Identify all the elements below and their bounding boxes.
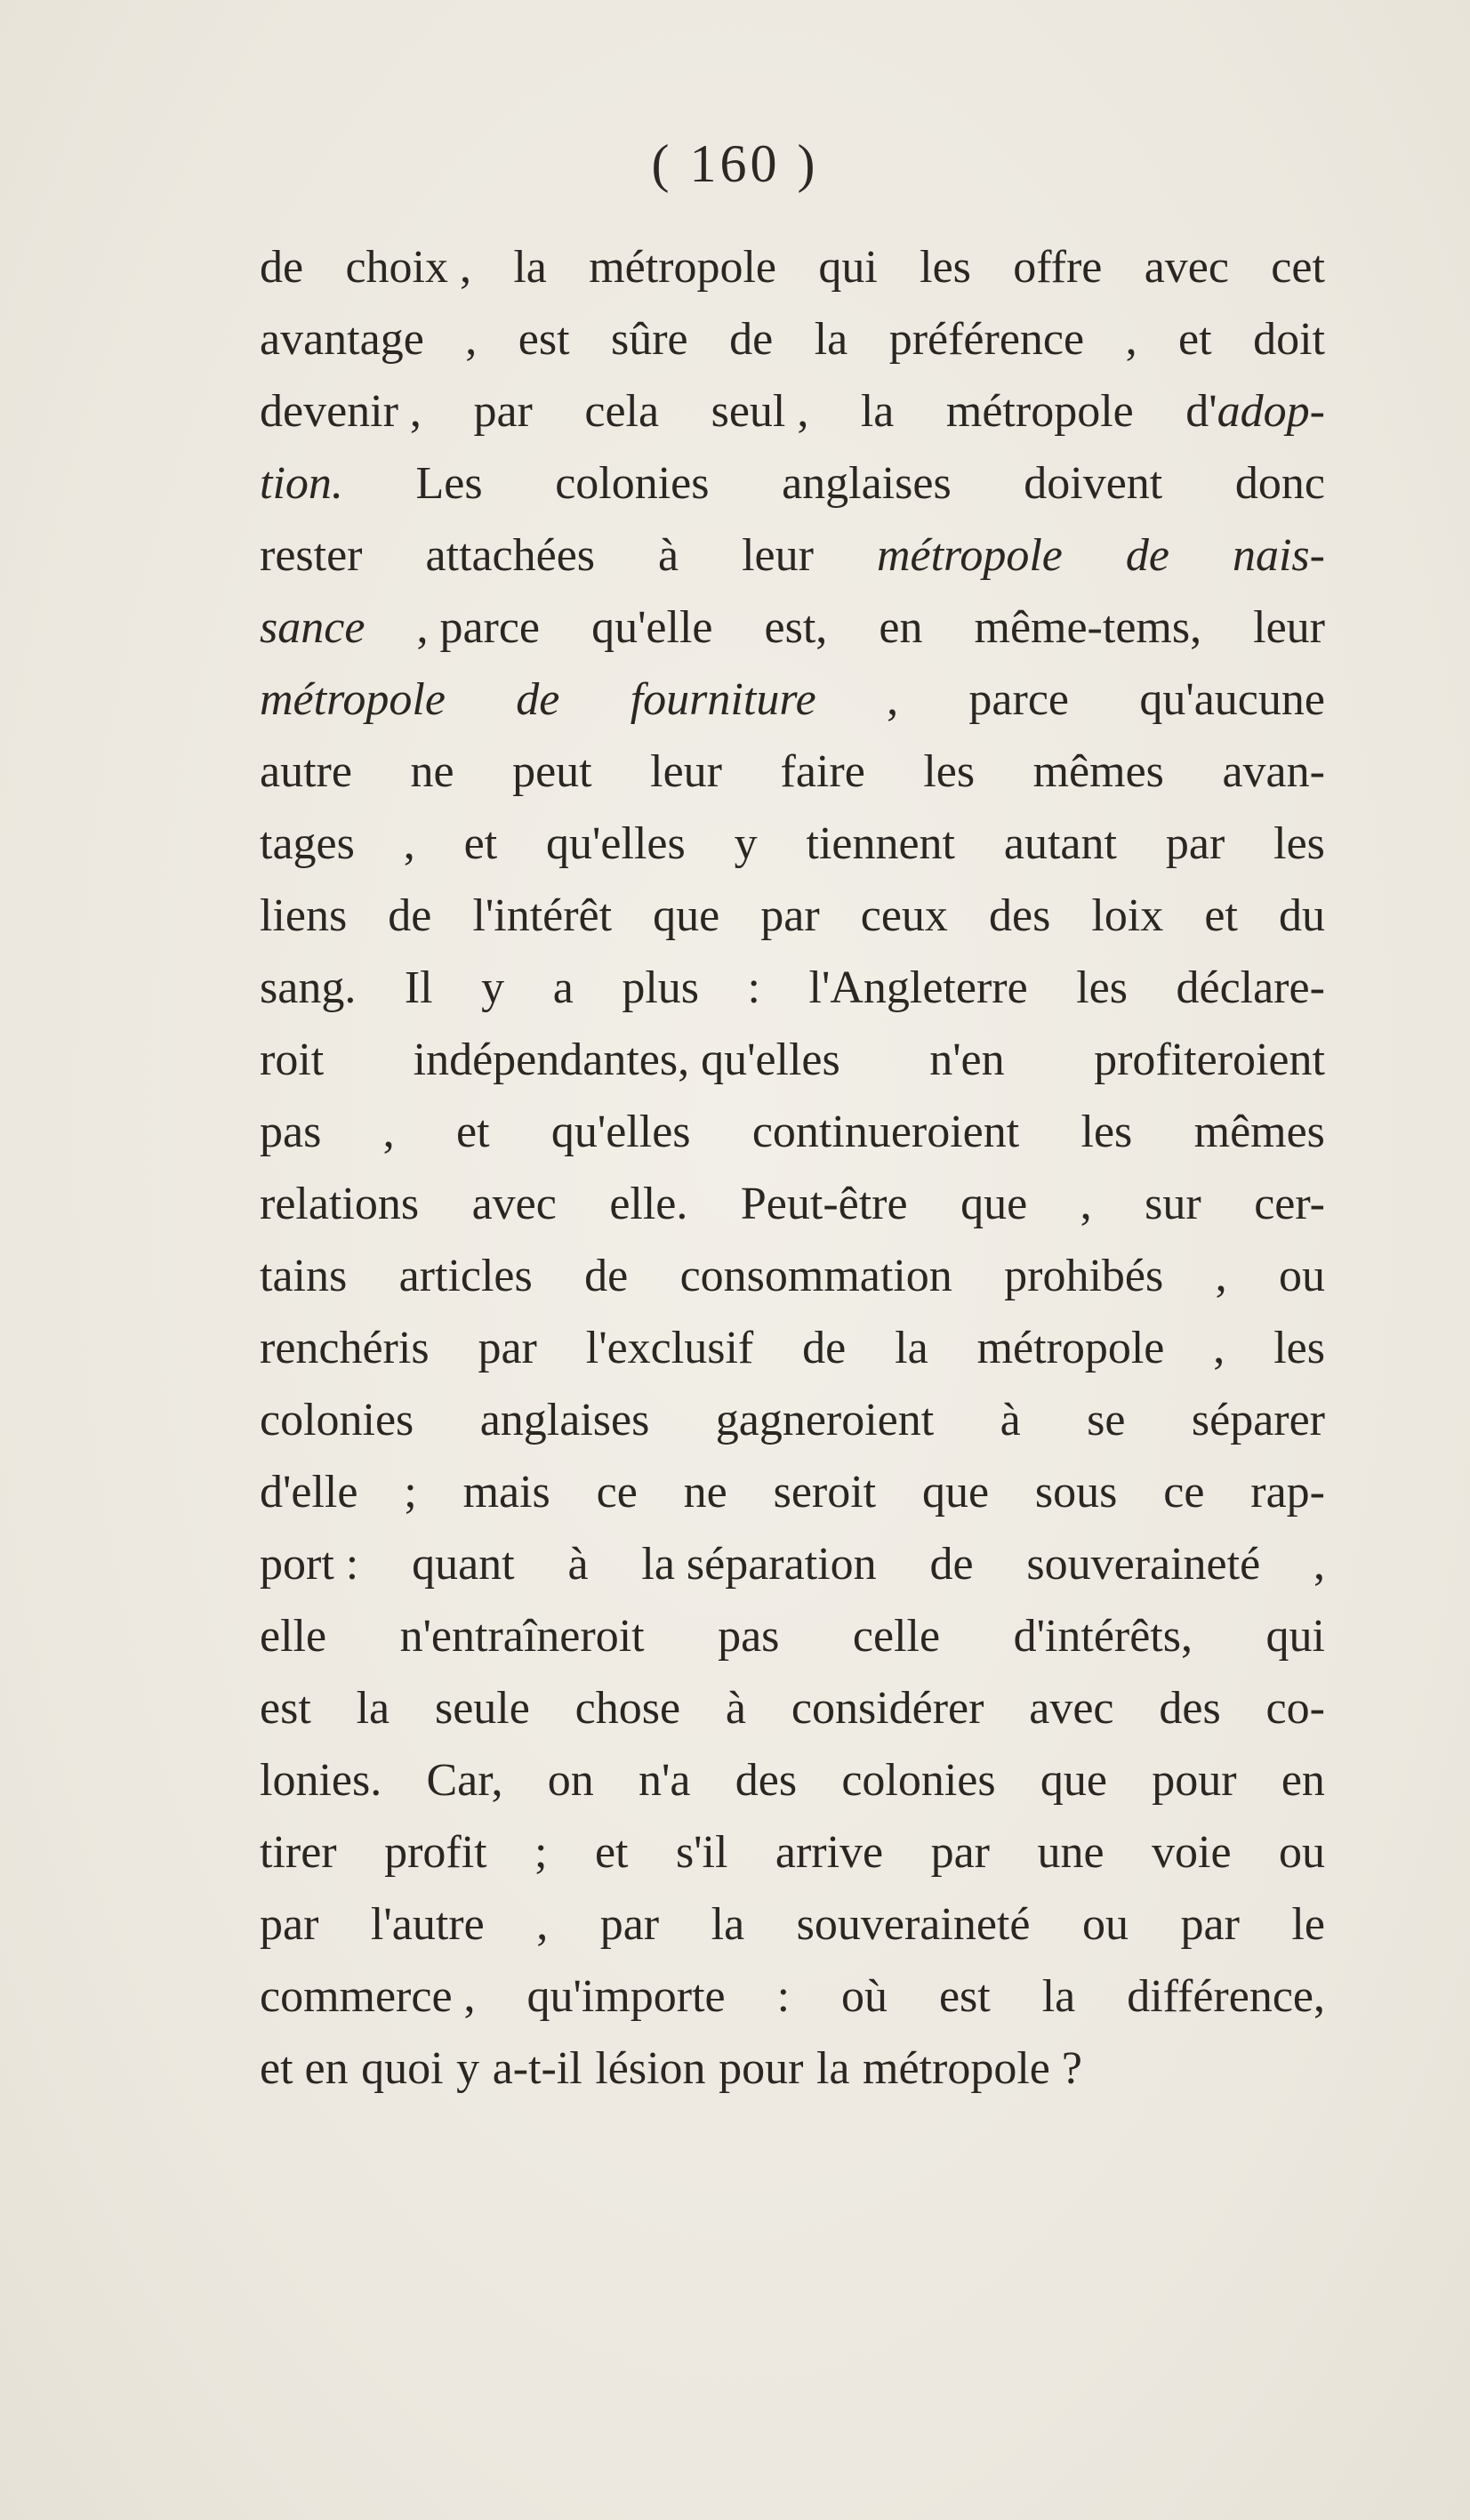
word: anglaises: [479, 1395, 650, 1445]
word: choix ,: [345, 242, 471, 293]
word: des: [735, 1755, 798, 1806]
word: sous: [1034, 1467, 1118, 1518]
word: nais-: [1232, 530, 1325, 581]
word: renchéris: [260, 1323, 430, 1373]
word: y: [456, 2043, 480, 2094]
word: pour: [1152, 1755, 1237, 1806]
word: ;: [404, 1467, 417, 1518]
word: ou: [1278, 1827, 1325, 1878]
word: à: [1000, 1395, 1021, 1445]
word: la: [860, 386, 895, 437]
word: mêmes: [1193, 1107, 1325, 1157]
word: autre: [260, 746, 352, 797]
word: par: [760, 890, 820, 941]
word: l'exclusif: [585, 1323, 754, 1373]
word: offre: [1013, 242, 1103, 293]
word: plus: [622, 962, 699, 1013]
word: gagneroient: [715, 1395, 935, 1445]
text-line: [260, 1888, 1325, 1960]
word: les: [923, 746, 976, 797]
word: mêmes: [1032, 746, 1164, 797]
word: Peut-être: [740, 1179, 908, 1229]
word: à: [567, 1539, 589, 1590]
text-line: [260, 1024, 1325, 1096]
word: et: [1204, 890, 1238, 941]
word: cer-: [1254, 1179, 1325, 1229]
word: quant: [412, 1539, 515, 1590]
word: du: [1278, 890, 1325, 941]
word: seule: [434, 1683, 530, 1734]
text-line: [260, 2033, 1325, 2105]
word: que: [960, 1179, 1028, 1229]
word: ;: [534, 1827, 548, 1878]
word: par: [1180, 1899, 1240, 1950]
text-line: [260, 880, 1325, 952]
word: métropole: [945, 386, 1134, 437]
word: y: [734, 818, 758, 869]
word: et: [594, 1827, 629, 1878]
word: de: [584, 1251, 629, 1301]
word: avec: [471, 1179, 557, 1229]
word: sang.: [260, 962, 357, 1013]
word: cet: [1271, 242, 1325, 293]
word: ,: [465, 314, 478, 365]
word: que: [921, 1467, 990, 1518]
word: y: [481, 962, 505, 1013]
word: qu'elles: [550, 1107, 691, 1157]
word: est: [938, 1971, 991, 2022]
text-line: [260, 1960, 1325, 2033]
word: les: [920, 242, 971, 293]
word: déclare-: [1176, 962, 1325, 1013]
word: voie: [1152, 1827, 1232, 1878]
word: ne: [683, 1467, 727, 1518]
word: sûre: [611, 314, 688, 365]
word: lésion: [595, 2043, 706, 2094]
word-part: adop-: [1217, 386, 1325, 437]
text-line: [260, 808, 1325, 880]
word: métropole: [976, 1323, 1165, 1373]
word: est,: [764, 602, 828, 653]
word: colonies: [841, 1755, 996, 1806]
word: pour: [719, 2043, 804, 2094]
word: :: [747, 962, 760, 1013]
word: ,: [403, 818, 415, 869]
word: Les: [415, 458, 483, 509]
word: l'Angleterre: [808, 962, 1028, 1013]
word: devenir ,: [260, 386, 422, 437]
word: des: [1159, 1683, 1221, 1734]
word: profit: [384, 1827, 487, 1878]
text-line: [260, 1816, 1325, 1888]
word: qu'elles: [546, 818, 686, 869]
word: rap-: [1250, 1467, 1325, 1518]
word: préférence: [888, 314, 1085, 365]
word: profiteroient: [1094, 1035, 1325, 1085]
word: la: [895, 1323, 928, 1373]
word: la: [513, 242, 547, 293]
word: seul ,: [711, 386, 809, 437]
text-line: [260, 519, 1325, 592]
word: les: [1273, 1323, 1325, 1373]
word: avantage: [260, 314, 424, 365]
word: métropole: [260, 674, 446, 725]
word: qu'aucune: [1139, 674, 1325, 725]
text-line: [260, 303, 1325, 375]
word: par: [930, 1827, 990, 1878]
text-line: [260, 1384, 1325, 1456]
word: Car,: [426, 1755, 503, 1806]
word: la: [1041, 1971, 1076, 2022]
word: de: [260, 242, 304, 293]
word: ,: [1125, 314, 1137, 365]
word: elle.: [609, 1179, 688, 1229]
text-line: [260, 952, 1325, 1024]
word: se: [1087, 1395, 1126, 1445]
word: par: [478, 1323, 537, 1373]
word: en: [879, 602, 923, 653]
word: chose: [574, 1683, 681, 1734]
word: tirer: [260, 1827, 337, 1878]
word: tion.: [260, 458, 343, 509]
word: articles: [398, 1251, 533, 1301]
body-text: [260, 231, 1325, 2105]
word: tages: [260, 818, 355, 869]
word: mais: [462, 1467, 550, 1518]
word: de: [802, 1323, 847, 1373]
word: ceux: [860, 890, 948, 941]
word: qui: [1265, 1611, 1325, 1662]
word: continueroient: [751, 1107, 1020, 1157]
word: ,: [536, 1899, 549, 1950]
word: le: [1291, 1899, 1325, 1950]
word: , parce: [416, 602, 541, 653]
word: [1185, 375, 1325, 447]
word: ,: [887, 674, 899, 725]
word: avec: [1144, 242, 1229, 293]
word: métropole: [589, 242, 777, 293]
word: où: [841, 1971, 888, 2022]
word: de: [388, 890, 432, 941]
word: celle: [852, 1611, 941, 1662]
word: qui: [818, 242, 878, 293]
word: l'intérêt: [472, 890, 613, 941]
text-line: [260, 1096, 1325, 1168]
word: ou: [1278, 1251, 1325, 1301]
word: les: [1076, 962, 1128, 1013]
word: les: [1273, 818, 1325, 869]
word: est: [260, 1683, 311, 1734]
word: qu'elle: [591, 602, 713, 653]
word: n'entraîneroit: [399, 1611, 645, 1662]
word: tains: [260, 1251, 348, 1301]
word: a-t-il: [492, 2043, 582, 2094]
text-line: [260, 231, 1325, 303]
word: donc: [1234, 458, 1325, 509]
word: pas: [718, 1611, 780, 1662]
word: commerce ,: [260, 1971, 476, 2022]
word: métropole ?: [863, 2043, 1082, 2094]
word: considérer: [791, 1683, 984, 1734]
word: qu'importe: [526, 1971, 726, 2022]
word: souveraineté: [1026, 1539, 1261, 1590]
word: que: [653, 890, 720, 941]
text-line: [260, 1168, 1325, 1240]
word: en: [1281, 1755, 1325, 1806]
word: d'elle: [260, 1467, 358, 1518]
text-line: [260, 736, 1325, 808]
word: ,: [1313, 1539, 1325, 1590]
word: la: [815, 2043, 850, 2094]
word: séparer: [1191, 1395, 1325, 1445]
word: port :: [260, 1539, 359, 1590]
word: leur: [742, 530, 814, 581]
word: métropole: [876, 530, 1063, 581]
word: consommation: [679, 1251, 952, 1301]
word: faire: [780, 746, 865, 797]
word: colonies: [260, 1395, 414, 1445]
word: la: [711, 1899, 745, 1950]
word: ,: [1215, 1251, 1227, 1301]
word: par: [260, 1899, 319, 1950]
word: leur: [1253, 602, 1325, 653]
text-line: [260, 1600, 1325, 1672]
word: la séparation: [641, 1539, 877, 1590]
word: a: [552, 962, 574, 1013]
word: avec: [1029, 1683, 1114, 1734]
word: leur: [650, 746, 722, 797]
word: s'il: [675, 1827, 728, 1878]
word: pas: [260, 1107, 322, 1157]
text-line: [260, 592, 1325, 664]
word: indépendantes, qu'elles: [413, 1035, 840, 1085]
word: avan-: [1222, 746, 1325, 797]
word: la: [356, 1683, 390, 1734]
text-line: [260, 1312, 1325, 1384]
word: les: [1080, 1107, 1133, 1157]
word: de: [929, 1539, 974, 1590]
word: et en: [260, 2043, 349, 2094]
word: par: [473, 386, 533, 437]
text-line: [260, 1528, 1325, 1600]
word: une: [1037, 1827, 1105, 1878]
word: ne: [410, 746, 454, 797]
word: doivent: [1024, 458, 1163, 509]
word: loix: [1091, 890, 1164, 941]
word: tiennent: [806, 818, 956, 869]
word: roit: [260, 1035, 325, 1085]
word: ce: [596, 1467, 638, 1518]
word: peut: [512, 746, 592, 797]
word: sur: [1145, 1179, 1201, 1229]
word: attachées: [425, 530, 596, 581]
word: rester: [260, 530, 363, 581]
page-number: ( 160 ): [651, 134, 819, 193]
word: n'a: [639, 1755, 691, 1806]
word: de: [1125, 530, 1169, 581]
word: relations: [260, 1179, 420, 1229]
word: arrive: [775, 1827, 884, 1878]
text-line: [260, 1240, 1325, 1312]
word: liens: [260, 890, 348, 941]
word: et: [463, 818, 498, 869]
word: lonies.: [260, 1755, 382, 1806]
word: co-: [1265, 1683, 1325, 1734]
word: de: [729, 314, 774, 365]
word: prohibés: [1004, 1251, 1164, 1301]
word: :: [776, 1971, 791, 2022]
word: autant: [1003, 818, 1117, 869]
word: ,: [1213, 1323, 1225, 1373]
word: parce: [968, 674, 1069, 725]
word: sance: [260, 602, 365, 653]
word: doit: [1253, 314, 1325, 365]
word: Il: [404, 962, 433, 1013]
word: n'en: [929, 1035, 1005, 1085]
word: d'intérêts,: [1013, 1611, 1193, 1662]
word-part: d': [1185, 386, 1217, 437]
word: ce: [1163, 1467, 1205, 1518]
word: ou: [1081, 1899, 1129, 1950]
word: souveraineté: [796, 1899, 1031, 1950]
text-line: [260, 664, 1325, 736]
word: seroit: [773, 1467, 877, 1518]
word: à: [658, 530, 679, 581]
word: fourniture: [630, 674, 816, 725]
word: de: [516, 674, 560, 725]
text-line: [260, 1744, 1325, 1816]
word: est: [518, 314, 570, 365]
word: des: [989, 890, 1051, 941]
word: par: [599, 1899, 660, 1950]
text-line: [260, 375, 1325, 447]
word: elle: [260, 1611, 327, 1662]
word: différence,: [1127, 1971, 1325, 2022]
text-line: [260, 447, 1325, 519]
word: à: [725, 1683, 747, 1734]
word: cela: [584, 386, 660, 437]
word: que: [1040, 1755, 1107, 1806]
word: l'autre: [370, 1899, 485, 1950]
word: ,: [382, 1107, 395, 1157]
word: et: [455, 1107, 490, 1157]
word: ,: [1080, 1179, 1092, 1229]
word: on: [547, 1755, 594, 1806]
text-line: [260, 1456, 1325, 1528]
word: colonies: [555, 458, 710, 509]
word: la: [814, 314, 848, 365]
word: anglaises: [782, 458, 952, 509]
word: et: [1178, 314, 1212, 365]
word: quoi: [361, 2043, 444, 2094]
word: même-tems,: [974, 602, 1202, 653]
word: par: [1165, 818, 1225, 869]
text-line: [260, 1672, 1325, 1744]
